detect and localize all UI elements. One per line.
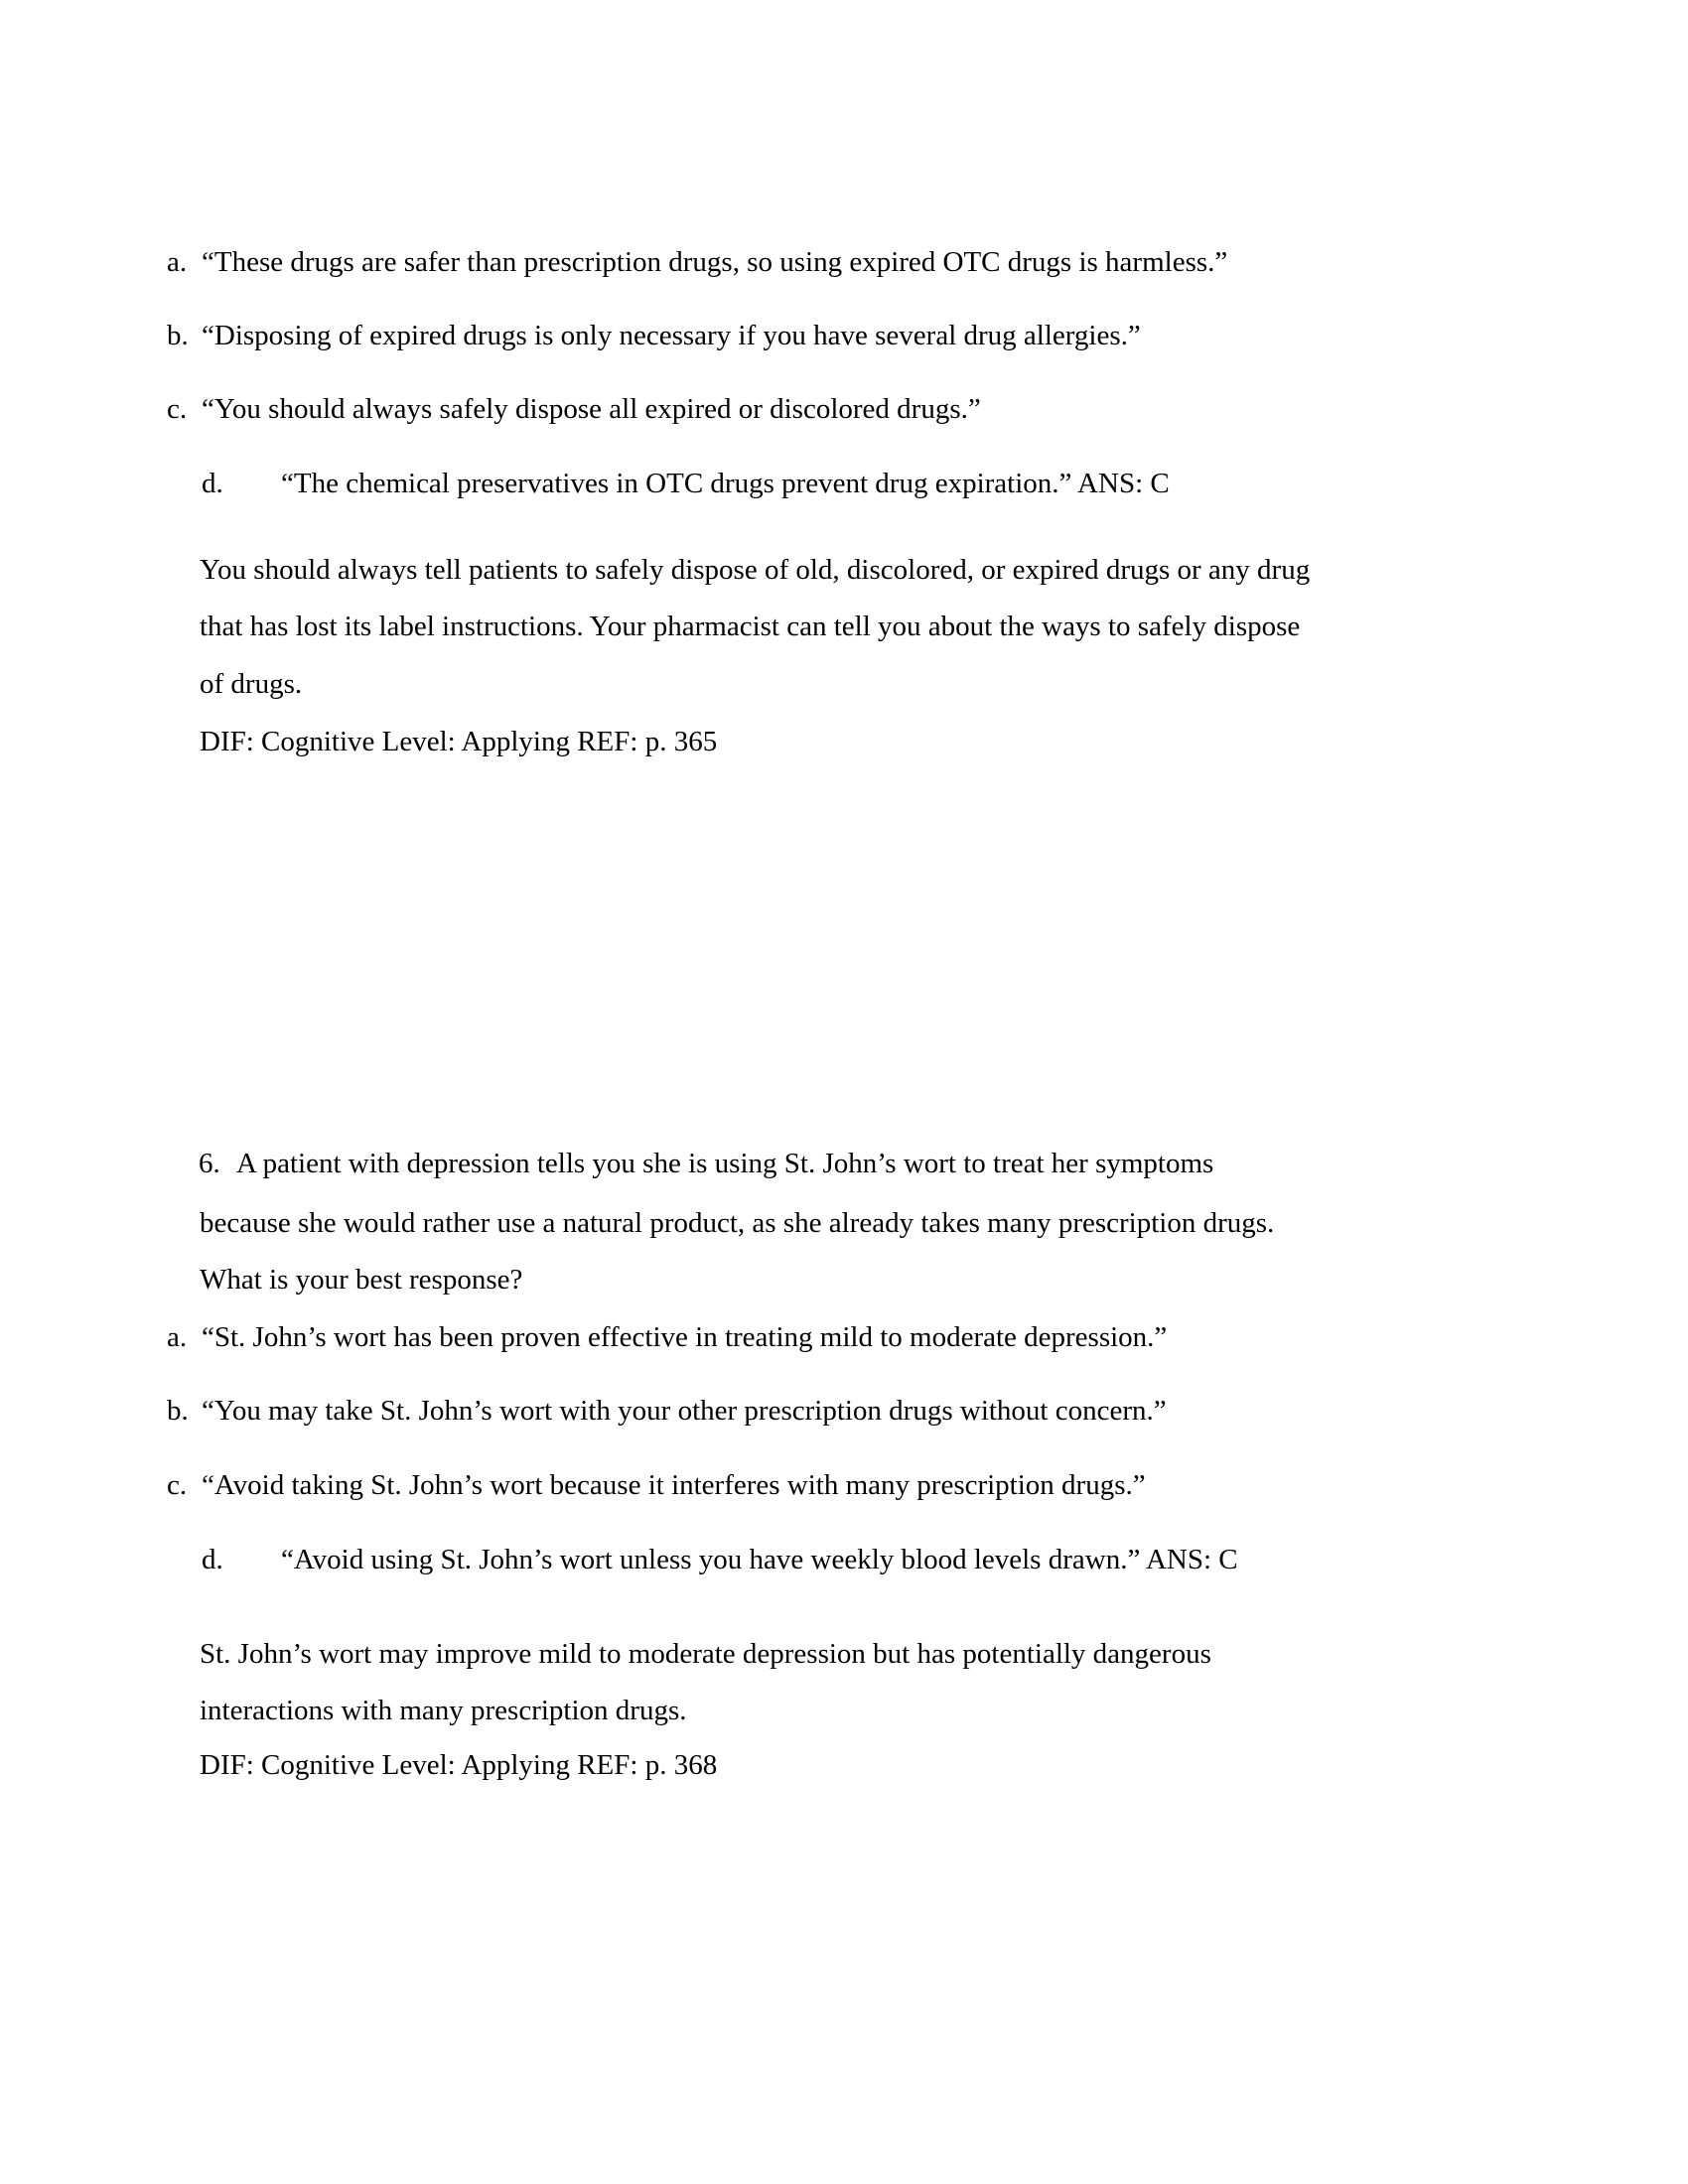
question-stem-line xyxy=(199,1146,1213,1181)
answer-option-c xyxy=(167,1467,1146,1503)
answer-option-b xyxy=(167,1393,1167,1429)
option-text: “Avoid taking St. John’s wort because it interferes with many prescription drugs.” xyxy=(202,1469,1146,1501)
question-stem-line: What is your best response? xyxy=(200,1264,523,1296)
question-stem-line: because she would rather use a natural product, as she already takes many prescription drugs. xyxy=(200,1207,1275,1239)
option-text: “St. John’s wort has been proven effective in treating mild to moderate depression.” xyxy=(202,1321,1168,1353)
option-text: “You may take St. John’s wort with your other prescription drugs without concern.” xyxy=(202,1395,1167,1427)
option-text: “Disposing of expired drugs is only necessary if you have several drug allergies.” xyxy=(202,320,1141,351)
option-text: “These drugs are safer than prescription drugs, so using expired OTC drugs is harmless.” xyxy=(202,246,1228,278)
rationale-line: interactions with many prescription drugs. xyxy=(200,1695,687,1726)
option-label: b. xyxy=(167,1395,189,1427)
rationale-line: of drugs. xyxy=(200,668,303,700)
answer-option-d xyxy=(202,466,1170,501)
answer-option-d xyxy=(202,1542,1238,1577)
option-label: c. xyxy=(167,1469,188,1501)
option-text: “The chemical preservatives in OTC drugs prevent drug expiration.” ANS: C xyxy=(281,468,1170,499)
answer-option-a xyxy=(167,244,1227,280)
option-label: d. xyxy=(202,468,223,499)
option-label: a. xyxy=(167,246,188,278)
option-text: “You should always safely dispose all expired or discolored drugs.” xyxy=(202,393,981,425)
option-text: “Avoid using St. John’s wort unless you have weekly blood levels drawn.” ANS: C xyxy=(281,1544,1238,1575)
option-label: d. xyxy=(202,1544,223,1575)
dif-reference: DIF: Cognitive Level: Applying REF: p. 365 xyxy=(200,726,718,757)
answer-option-c xyxy=(167,391,981,427)
question-number: 6. xyxy=(199,1148,220,1179)
option-label: c. xyxy=(167,393,188,425)
option-label: b. xyxy=(167,320,189,351)
answer-option-b xyxy=(167,318,1141,353)
rationale-line: that has lost its label instructions. Your pharmacist can tell you about the ways to safely dispose xyxy=(200,611,1301,642)
rationale-line: St. John’s wort may improve mild to moderate depression but has potentially dangerous xyxy=(200,1638,1211,1670)
option-label: a. xyxy=(167,1321,188,1353)
dif-reference: DIF: Cognitive Level: Applying REF: p. 368 xyxy=(200,1749,718,1781)
rationale-line: You should always tell patients to safely dispose of old, discolored, or expired drugs or any drug xyxy=(200,554,1311,586)
question-stem-text: A patient with depression tells you she is using St. John’s wort to treat her symptoms xyxy=(236,1148,1214,1179)
answer-option-a xyxy=(167,1319,1167,1355)
